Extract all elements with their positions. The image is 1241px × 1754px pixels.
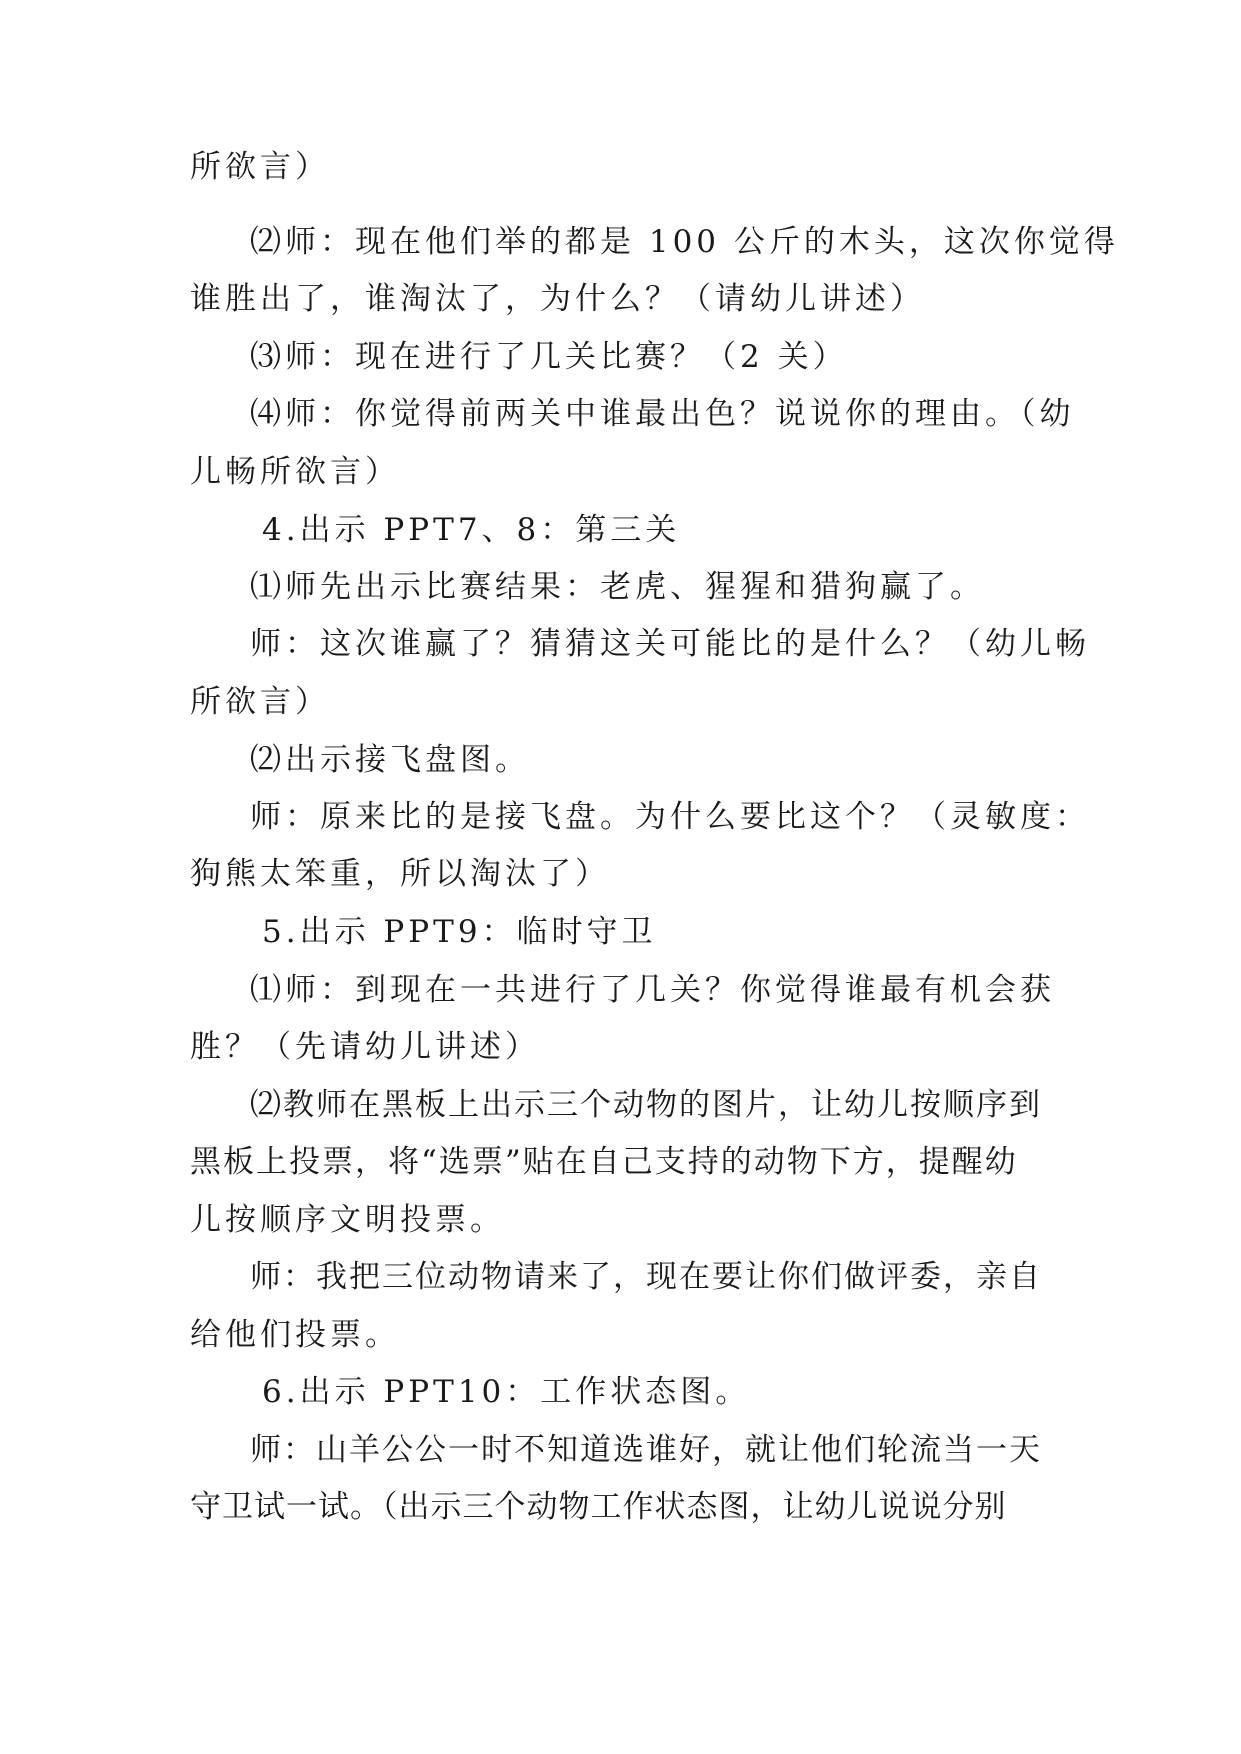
text-line: 师：山羊公公一时不知道选谁好，就让他们轮流当一天 <box>250 1432 1042 1468</box>
text-line: ⑴师先出示比赛结果：老虎、猩猩和猎狗赢了。 <box>250 569 985 605</box>
text-line: ⑵教师在黑板上出示三个动物的图片，让幼儿按顺序到 <box>250 1087 1042 1123</box>
text-line: ⑷师：你觉得前两关中谁最出色？说说你的理由。（幼 <box>250 396 1075 432</box>
text-line: 狗熊太笨重，所以淘汰了） <box>190 856 610 892</box>
text-line: ⑵师：现在他们举的都是 100 公斤的木头，这次你觉得 <box>250 224 1119 260</box>
text-line: 给他们投票。 <box>190 1317 400 1353</box>
text-line: 5.出示 PPT9：临时守卫 <box>262 914 657 950</box>
text-line: 所欲言） <box>190 684 330 720</box>
text-line: 黑板上投票，将“选票”贴在自己支持的动物下方，提醒幼 <box>190 1144 1018 1180</box>
text-line: 谁胜出了，谁淘汰了，为什么？（请幼儿讲述） <box>190 281 925 317</box>
text-line: 师：原来比的是接飞盘。为什么要比这个？（灵敏度： <box>250 799 1090 835</box>
text-line: 胜？（先请幼儿讲述） <box>190 1029 540 1065</box>
text-line: 4.出示 PPT7、8：第三关 <box>262 512 681 548</box>
text-line: 守卫试一试。（出示三个动物工作状态图，让幼儿说说分别 <box>190 1489 1007 1525</box>
text-line: ⑵出示接飞盘图。 <box>250 742 530 778</box>
text-line: ⑶师：现在进行了几关比赛？（2 关） <box>250 339 848 375</box>
text-line: 儿按顺序文明投票。 <box>190 1202 505 1238</box>
text-line: 儿畅所欲言） <box>190 454 400 490</box>
text-line: 6.出示 PPT10：工作状态图。 <box>262 1374 751 1410</box>
text-line: 所欲言） <box>190 149 330 185</box>
text-line: 师：我把三位动物请来了，现在要让你们做评委，亲自 <box>250 1259 1042 1295</box>
text-line: ⑴师：到现在一共进行了几关？你觉得谁最有机会获 <box>250 972 1055 1008</box>
text-line: 师：这次谁赢了？猜猜这关可能比的是什么？（幼儿畅 <box>250 626 1090 662</box>
